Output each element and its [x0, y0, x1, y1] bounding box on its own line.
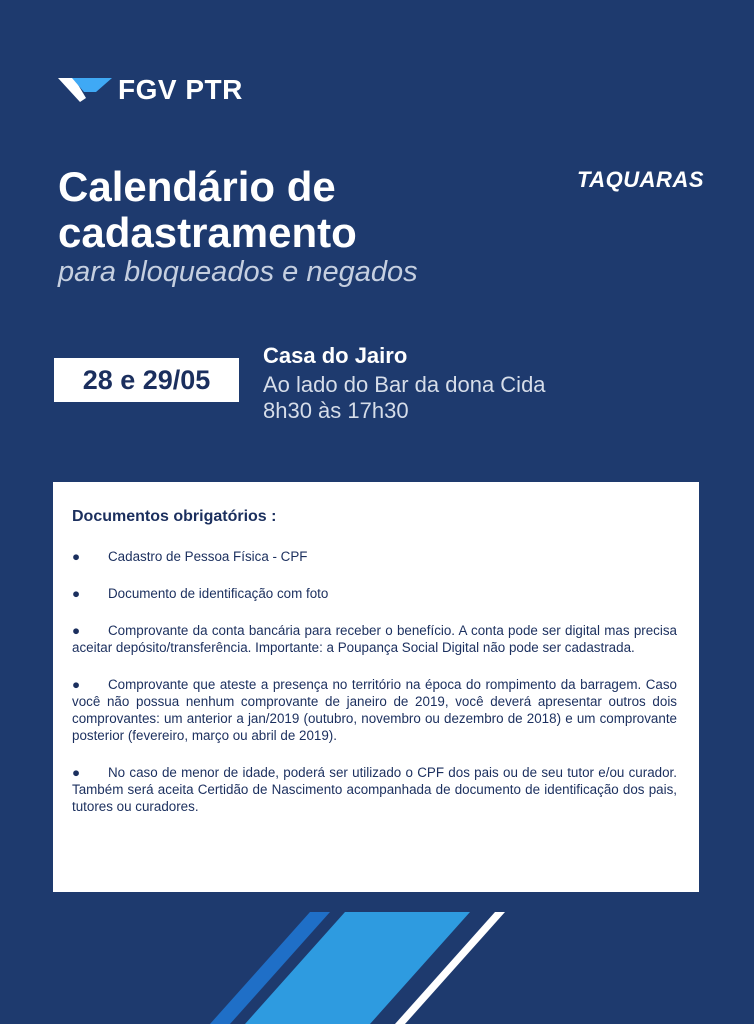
document-item-text: Cadastro de Pessoa Física - CPF — [108, 549, 308, 564]
document-item — [72, 764, 677, 815]
document-item-text: No caso de menor de idade, poderá ser utilizado o CPF dos pais ou de seu tutor e/ou curador. Também será aceita Certidão de Nascimento acompanhada de documento de identificação dos pais, tutores ou curadores. — [72, 765, 677, 814]
document-item-text: Comprovante da conta bancária para receber o benefício. A conta pode ser digital mas precisa aceitar depósito/transferência. Importante: a Poupança Social Digital não pode ser cadastrada. — [72, 623, 677, 655]
bullet-icon: ● — [72, 765, 81, 780]
page-subtitle: para bloqueados e negados — [58, 256, 418, 288]
document-item-text: Comprovante que ateste a presença no território na época do rompimento da barragem. Caso você não possua nenhum comprovante de janeiro de 2019, você deverá apresentar outros dois comprovantes: um anterior a jan/2019 (outubro, novembro ou dezembro de 2018) e um comprovante posterior (fevereiro, março ou abril de 2019). — [72, 677, 677, 743]
logo-text: FGV PTR — [118, 74, 243, 105]
bullet-icon: ● — [72, 549, 81, 564]
title-line-2: cadastramento — [58, 209, 357, 256]
bullet-icon: ● — [72, 586, 81, 601]
venue-hours: 8h30 às 17h30 — [263, 398, 409, 423]
fgv-logo — [58, 74, 243, 106]
venue-name: Casa do Jairo — [263, 343, 408, 368]
documents-panel — [53, 482, 699, 892]
documents-heading: Documentos obrigatórios : — [72, 508, 277, 525]
decorative-stripes — [0, 912, 754, 1024]
location-label: TAQUARAS — [576, 167, 704, 192]
document-item — [72, 548, 677, 565]
bullet-icon: ● — [72, 623, 81, 638]
document-item — [72, 585, 677, 602]
document-item — [72, 676, 677, 744]
fgv-logo-icon — [58, 78, 112, 102]
document-item-text: Documento de identificação com foto — [108, 586, 329, 601]
date-badge: 28 e 29/05 — [54, 358, 239, 402]
title-line-1: Calendário de — [58, 163, 336, 210]
document-item — [72, 622, 677, 656]
venue-address: Ao lado do Bar da dona Cida — [263, 372, 546, 397]
bullet-icon: ● — [72, 677, 81, 692]
page-title — [58, 164, 357, 256]
